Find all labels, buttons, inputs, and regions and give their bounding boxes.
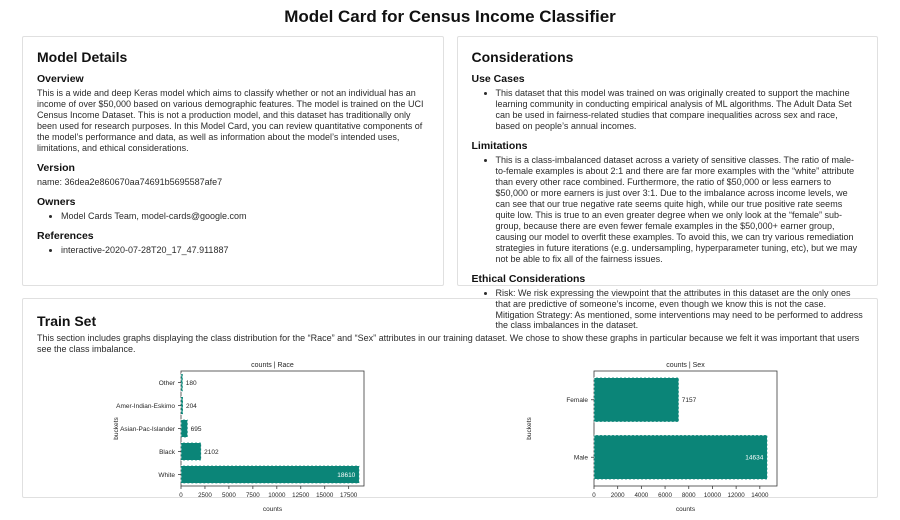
svg-text:Asian-Pac-Islander: Asian-Pac-Islander [120, 425, 175, 433]
race-distribution-chart [111, 360, 376, 520]
page-title: Model Card for Census Income Classifier [284, 7, 616, 26]
svg-text:6000: 6000 [658, 491, 672, 499]
svg-text:counts | Race: counts | Race [251, 361, 294, 369]
charts-row [37, 360, 863, 520]
svg-text:Amer-Indian-Eskimo: Amer-Indian-Eskimo [116, 402, 175, 410]
svg-text:Other: Other [158, 379, 175, 387]
list-item: • This dataset that this model was trained on was originally created to support the machine learning community in conducting empirical analysis of ML algorithms. The Adult Data Set can be used in fairness-related studies that compare inequalities across sex and race, based on people’s annual incomes. [496, 88, 864, 132]
version-heading: Version [37, 161, 75, 174]
use-cases-list [472, 88, 864, 132]
svg-text:7500: 7500 [245, 491, 260, 499]
limitations-list [472, 155, 864, 265]
references-heading: References [37, 229, 94, 242]
svg-text:0: 0 [179, 491, 183, 499]
model-details-title: Model Details [37, 49, 128, 65]
mitigation-text: Mitigation Strategy: As mentioned, some interventions may need to be performed to address the class imbalances in the dataset. [495, 309, 863, 331]
svg-text:14634: 14634 [745, 454, 764, 462]
ethical-considerations-list [472, 288, 864, 332]
version-value: name: 36dea2e860670aa74691b5695587afe7 [37, 176, 223, 187]
sex-distribution-chart [524, 360, 789, 520]
list-item: • This is a class-imbalanced dataset across a variety of sensitive classes. The ratio of male-to-female examples is about 2:1 and there are far more examples with the “white” attribute than every other race combined. Furthermore, the ratio of $50,000 or less earners to $50,000 or more earners is just over 3:1. Due to the imbalance across income levels, we can see that our true negative rate seems quite high, while our true positive rate seems quite low. This is true to an even greater degree when we only look at the “female” sub-group, because there are even fewer female examples in the $50,000+ earner group, causing our model to overfit these examples. To avoid this, we can try various remediation strategies in future iterations (e.g. undersampling, hyperparameter tuning, etc), but we may not be able to fix all of the fairness issues. [496, 155, 864, 265]
limitations-heading: Limitations [471, 139, 528, 152]
svg-text:5000: 5000 [222, 491, 236, 499]
svg-text:12000: 12000 [727, 491, 745, 499]
svg-text:counts: counts [675, 505, 696, 513]
owners-list [37, 211, 429, 222]
considerations-card [457, 36, 879, 331]
train-set-title: Train Set [37, 313, 97, 329]
svg-text:10000: 10000 [268, 491, 286, 499]
svg-text:695: 695 [190, 425, 202, 433]
svg-text:counts | Sex: counts | Sex [666, 361, 705, 369]
overview-text: This is a wide and deep Keras model which aims to classify whether or not an individual has an income of over $50,000 based on various demographic features. The model is trained on the UCI Census Income Dataset. This is not a production model, and this dataset has traditionally only been used for research purposes. In this Model Card, you can review quantitative components of the model’s performance and data, as well as information about the model’s intended uses, limitations, and ethical considerations. [37, 88, 424, 153]
svg-text:White: White [158, 471, 175, 479]
svg-text:15000: 15000 [316, 491, 334, 499]
svg-text:7157: 7157 [681, 396, 697, 404]
svg-text:Male: Male [573, 454, 588, 462]
owners-heading: Owners [37, 195, 76, 208]
ethical-considerations-heading: Ethical Considerations [471, 272, 586, 285]
train-set-description: This section includes graphs displaying the class distribution for the “Race” and “Sex” attributes in our training dataset. We chose to show these graphs in particular because we felt it was important that users see the class imbalance. [37, 333, 860, 354]
svg-text:10000: 10000 [703, 491, 722, 499]
svg-text:180: 180 [185, 379, 197, 387]
svg-text:12500: 12500 [292, 491, 310, 499]
svg-text:2102: 2102 [204, 448, 219, 456]
svg-text:Female: Female [566, 396, 588, 404]
svg-text:17500: 17500 [340, 491, 358, 499]
svg-text:counts: counts [262, 505, 283, 513]
svg-text:2000: 2000 [610, 491, 625, 499]
list-item [496, 288, 864, 332]
svg-text:2500: 2500 [198, 491, 212, 499]
overview-heading: Overview [37, 73, 84, 85]
svg-text:8000: 8000 [681, 491, 696, 499]
svg-text:Black: Black [159, 448, 175, 456]
model-details-card [22, 36, 444, 286]
svg-text:18610: 18610 [337, 471, 356, 479]
svg-text:buckets: buckets [113, 417, 120, 440]
svg-text:0: 0 [592, 491, 596, 499]
use-cases-heading: Use Cases [471, 73, 525, 85]
risk-text: Risk: We risk expressing the viewpoint that the attributes in this dataset are the only ones that are predictive of someone’s income, even though we know this is not the case. [495, 287, 851, 309]
list-item: • interactive-2020-07-28T20_17_47.911887 [61, 245, 429, 256]
svg-text:buckets: buckets [526, 417, 533, 440]
svg-text:14000: 14000 [751, 491, 769, 499]
considerations-title: Considerations [471, 49, 574, 65]
list-item: • Model Cards Team, model-cards@google.com [61, 211, 429, 222]
svg-text:4000: 4000 [634, 491, 649, 499]
svg-text:204: 204 [185, 402, 197, 410]
references-list [37, 245, 429, 256]
